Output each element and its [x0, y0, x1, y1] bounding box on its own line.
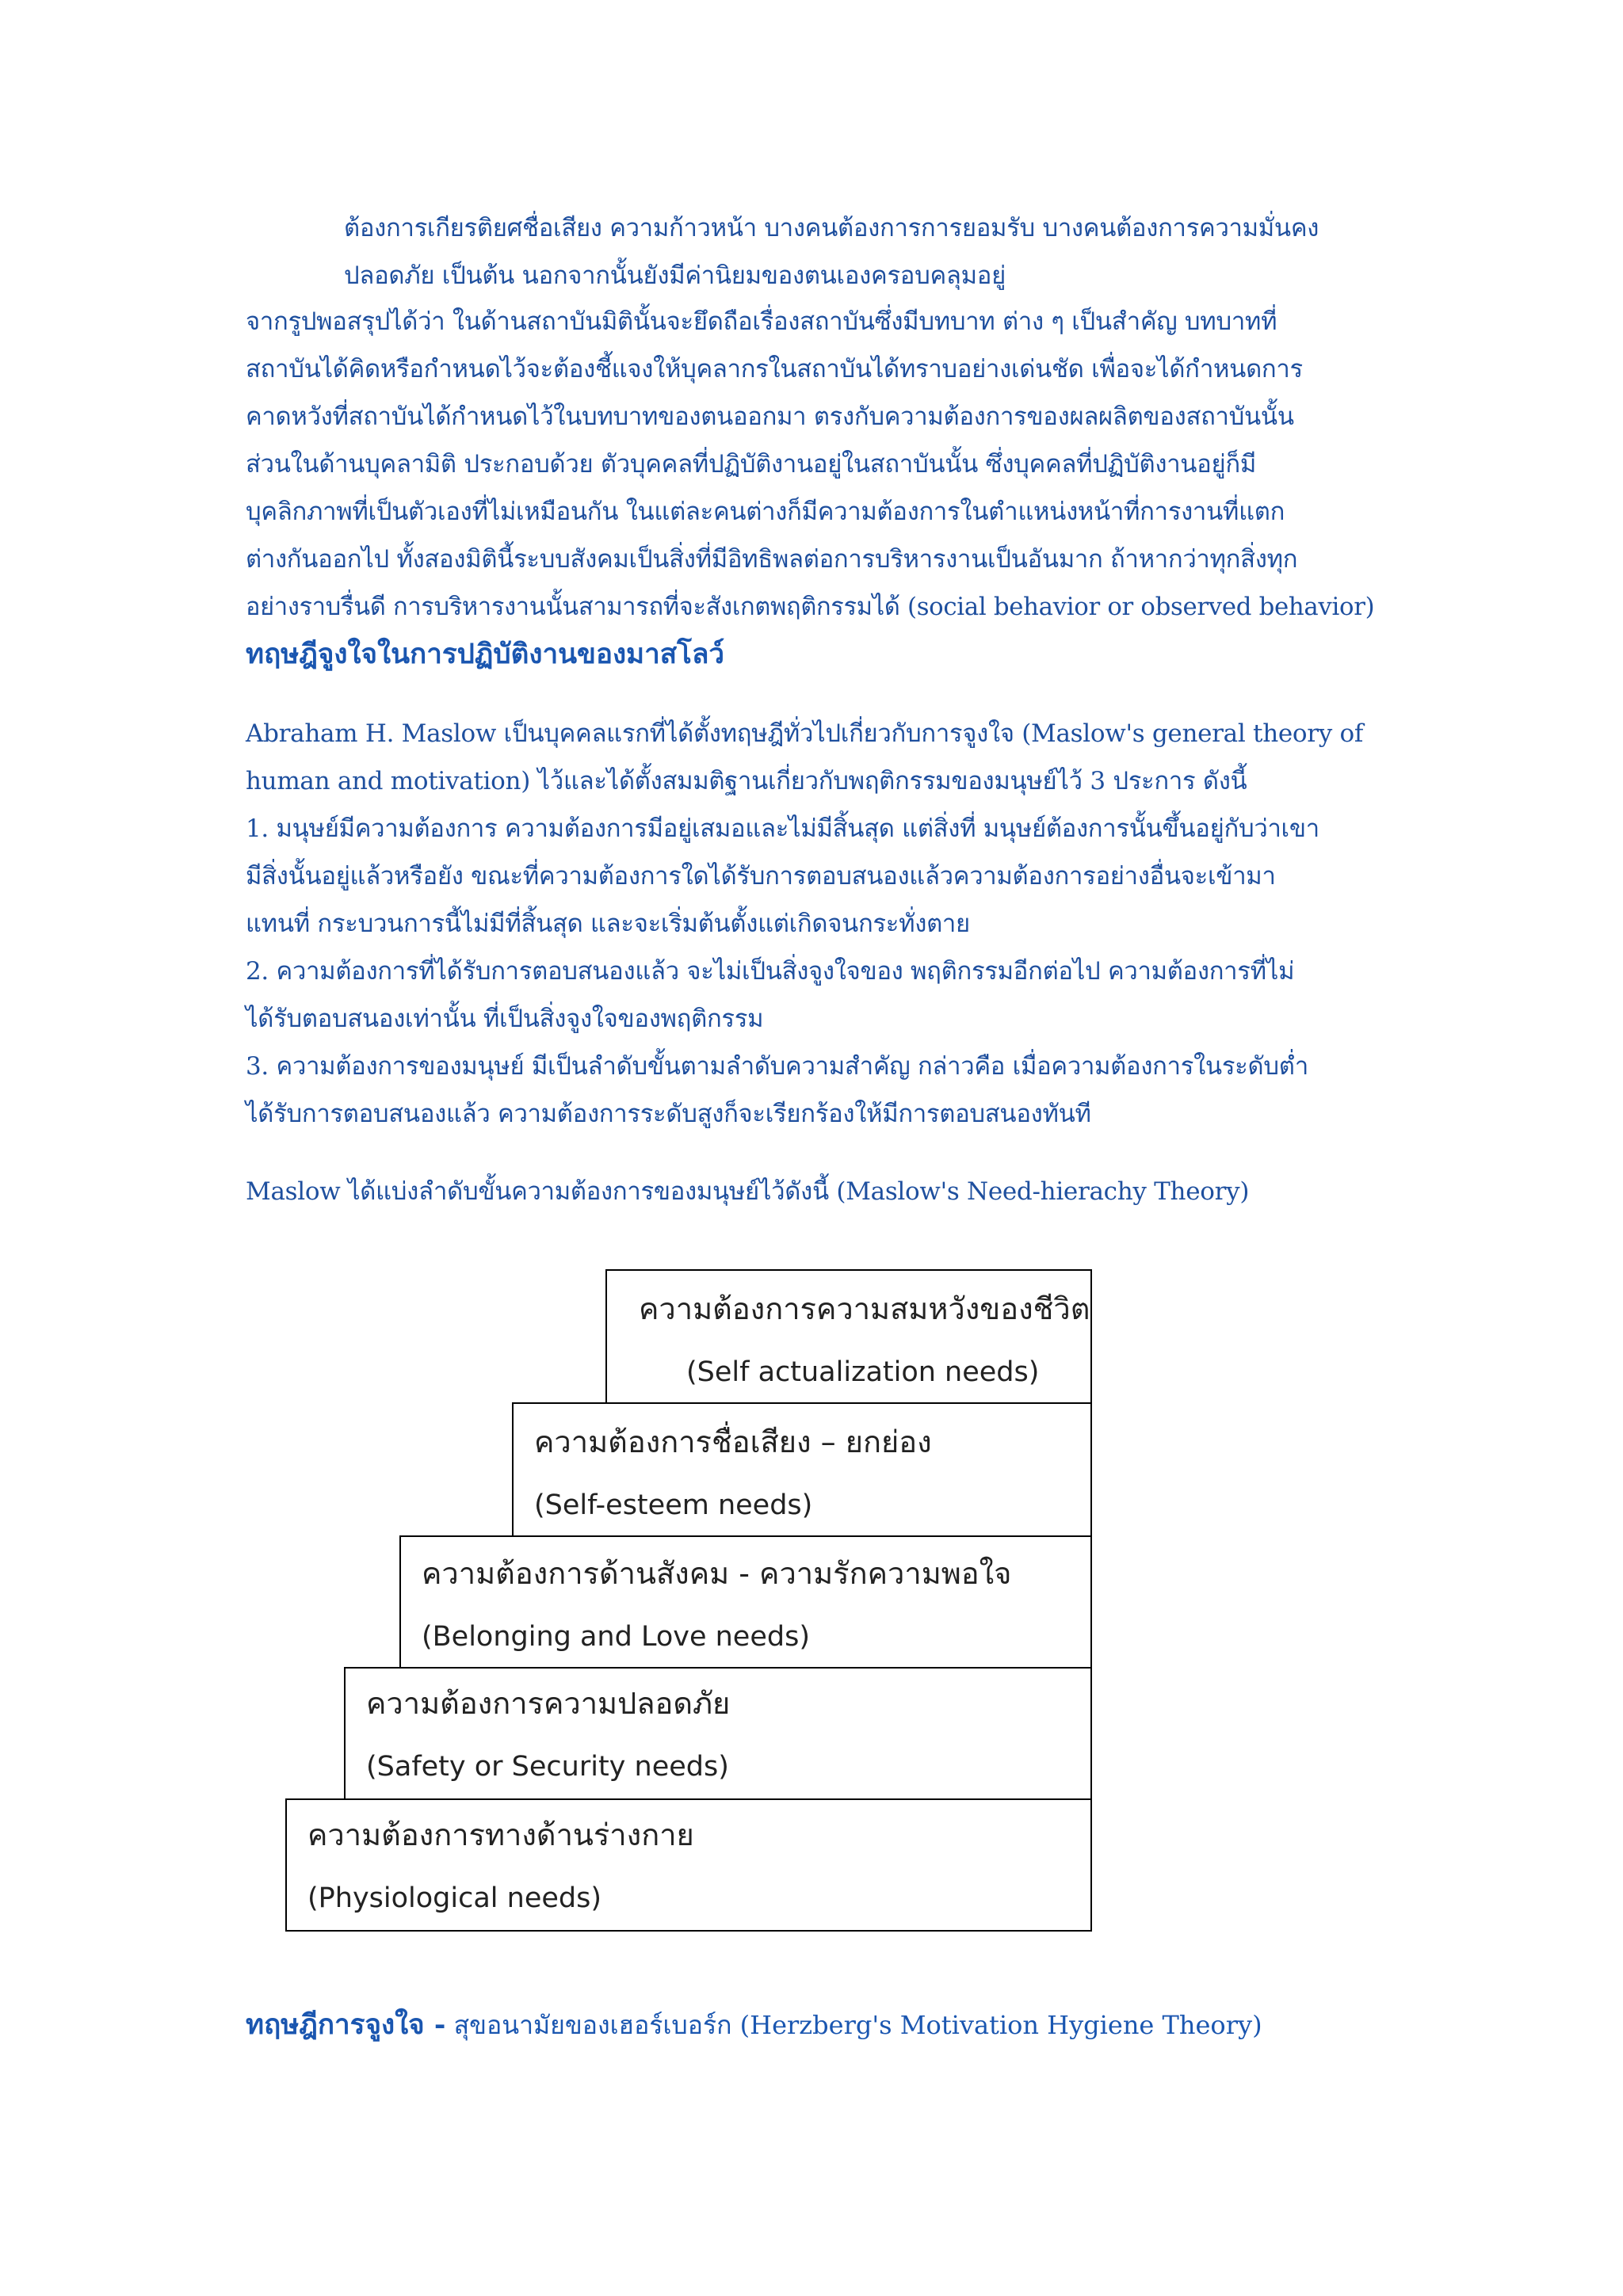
assumption-3-line-2: ได้รับการตอบสนองแล้ว ความต้องการระดับสูงก็จะเรียกร้องให้มีการตอบสนองทันที	[246, 1100, 1091, 1128]
herzberg-heading-rest: สุขอนามัยของเฮอร์เบอร์ก (Herzberg's Motivation Hygiene Theory)	[445, 2010, 1262, 2040]
assumption-2-line-2: ได้รับตอบสนองเท่านั้น ที่เป็นสิ่งจูงใจของพฤติกรรม	[246, 1005, 764, 1033]
hierarchy-level-english: (Belonging and Love needs)	[422, 1621, 810, 1653]
hierarchy-level-self-actualization	[605, 1269, 1092, 1404]
summary-line-7: อย่างราบรื่นดี การบริหารงานนั้นสามารถที่จะสังเกตพฤติกรรมได้ (social behavior or observed behavior)	[246, 593, 1375, 621]
hierarchy-level-english: (Self actualization needs)	[686, 1356, 1040, 1388]
summary-line-3: คาดหวังที่สถาบันได้กำหนดไว้ในบทบาทของตนออกมา ตรงกับความต้องการของผลผลิตของสถาบันนั้น	[246, 402, 1294, 431]
maslow-intro-line-2: human and motivation) ไว้และได้ตั้งสมมติฐานเกี่ยวกับพฤติกรรมของมนุษย์ไว้ 3 ประการ ดังนี้	[246, 767, 1247, 795]
maslow-heading: ทฤษฎีจูงใจในการปฏิบัติงานของมาสโลว์	[246, 638, 725, 670]
summary-line-4: ส่วนในด้านบุคลามิติ ประกอบด้วย ตัวบุคคลที่ปฏิบัติงานอยู่ในสถาบันนั้น ซึ่งบุคคลที่ปฏิบัติงานอยู่ก็มี	[246, 450, 1256, 479]
intro-line-1: ต้องการเกียรติยศชื่อเสียง ความก้าวหน้า บางคนต้องการการยอมรับ บางคนต้องการความมั่นคง	[344, 214, 1319, 242]
hierarchy-level-english: (Safety or Security needs)	[366, 1751, 729, 1783]
hierarchy-level-belonging	[399, 1535, 1092, 1669]
assumption-1-line-1: 1. มนุษย์มีความต้องการ ความต้องการมีอยู่เสมอและไม่มีสิ้นสุด แต่สิ่งที่ มนุษย์ต้องการนั้นขึ้นอยู่กับว่าเขา	[246, 814, 1319, 843]
hierarchy-level-self-esteem	[512, 1402, 1092, 1537]
hierarchy-level-physiological	[285, 1798, 1092, 1932]
herzberg-heading-bold: ทฤษฎีการจูงใจ -	[246, 2008, 446, 2041]
hierarchy-level-thai: ความต้องการด้านสังคม - ความรักความพอใจ	[422, 1556, 1012, 1591]
hierarchy-intro: Maslow ได้แบ่งลำดับขั้นความต้องการของมนุษย์ไว้ดังนี้ (Maslow's Need-hierachy Theory)	[246, 1177, 1250, 1206]
assumption-1-line-3: แทนที่ กระบวนการนี้ไม่มีที่สิ้นสุด และจะเริ่มต้นตั้งแต่เกิดจนกระทั่งตาย	[246, 910, 970, 938]
hierarchy-level-english: (Physiological needs)	[307, 1882, 602, 1914]
assumption-2-line-1: 2. ความต้องการที่ได้รับการตอบสนองแล้ว จะไม่เป็นสิ่งจูงใจของ พฤติกรรมอีกต่อไป ความต้องการที่ไม่	[246, 957, 1295, 986]
hierarchy-level-thai: ความต้องการทางด้านร่างกาย	[307, 1817, 694, 1852]
summary-line-1: จากรูปพอสรุปได้ว่า ในด้านสถาบันมิตินั้นจะยึดถือเรื่องสถาบันซึ่งมีบทบาท ต่าง ๆ เป็นสำคัญ บทบาทที่	[246, 307, 1277, 336]
hierarchy-level-thai: ความต้องการความสมหวังของชีวิต	[639, 1291, 1090, 1326]
maslow-intro-line-1: Abraham H. Maslow เป็นบุคคลแรกที่ได้ตั้งทฤษฎีทั่วไปเกี่ยวกับการจูงใจ (Maslow's general theory of	[246, 719, 1364, 748]
hierarchy-level-thai: ความต้องการชื่อเสียง – ยกย่อง	[534, 1425, 932, 1459]
intro-line-2: ปลอดภัย เป็นต้น นอกจากนั้นยังมีค่านิยมของตนเองครอบคลุมอยู่	[344, 261, 1006, 290]
assumption-3-line-1: 3. ความต้องการของมนุษย์ มีเป็นลำดับขั้นตามลำดับความสำคัญ กล่าวคือ เมื่อความต้องการในระดับต่ำ	[246, 1052, 1308, 1081]
hierarchy-level-english: (Self-esteem needs)	[534, 1489, 813, 1521]
hierarchy-level-safety	[344, 1667, 1092, 1800]
summary-line-5: บุคลิกภาพที่เป็นตัวเองที่ไม่เหมือนกัน ในแต่ละคนต่างก็มีความต้องการในตำแหน่งหน้าที่การงานที่แตก	[246, 498, 1285, 526]
summary-line-6: ต่างกันออกไป ทั้งสองมิตินี้ระบบสังคมเป็นสิ่งที่มีอิทธิพลต่อการบริหารงานเป็นอันมาก ถ้าหากว่าทุกสิ่งทุก	[246, 545, 1298, 574]
assumption-1-line-2: มีสิ่งนั้นอยู่แล้วหรือยัง ขณะที่ความต้องการใดได้รับการตอบสนองแล้วความต้องการอย่างอื่นจะเข้ามา	[246, 862, 1276, 891]
herzberg-heading	[246, 2006, 1262, 2044]
hierarchy-level-thai: ความต้องการความปลอดภัย	[366, 1686, 731, 1721]
summary-line-2: สถาบันได้คิดหรือกำหนดไว้จะต้องชี้แจงให้บุคลากรในสถาบันได้ทราบอย่างเด่นชัด เพื่อจะได้กำหนดการ	[246, 355, 1303, 383]
